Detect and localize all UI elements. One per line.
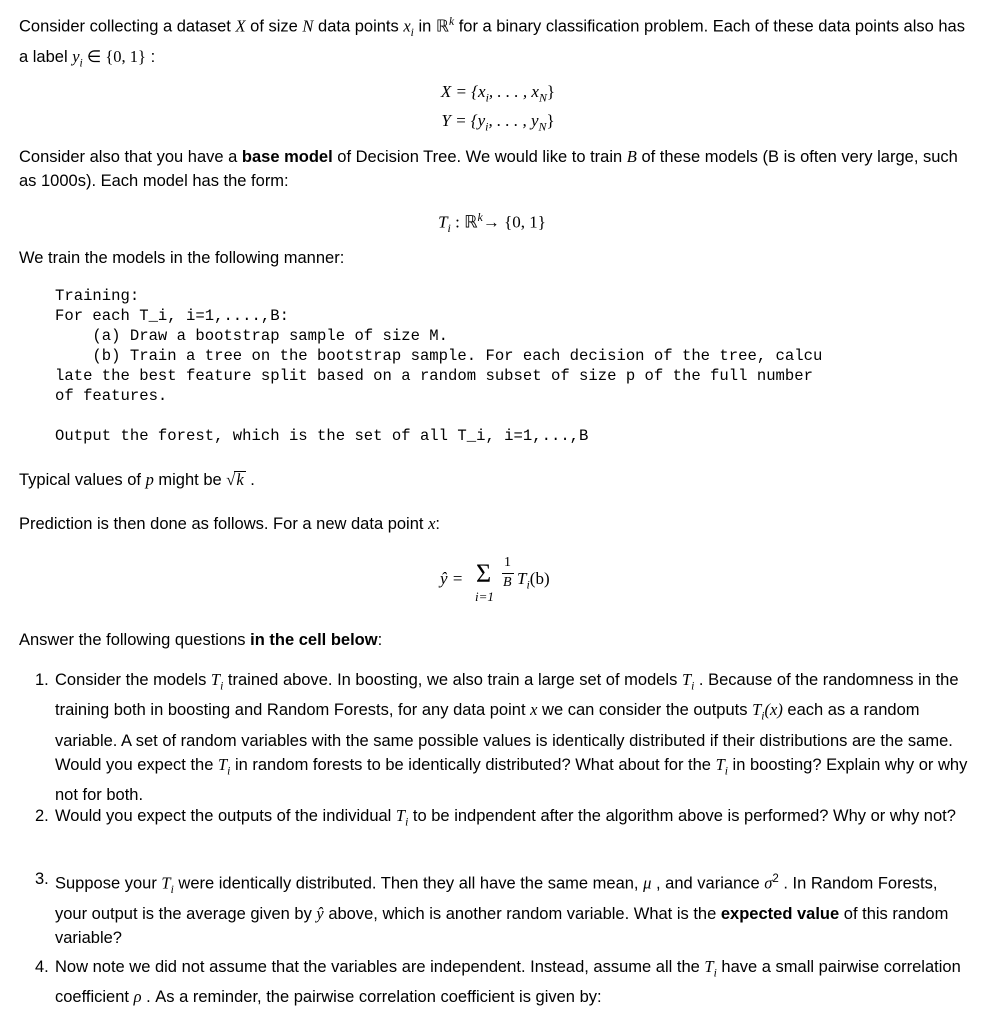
base-model-paragraph: Consider also that you have a base model of Decision Tree. We would like to train B of these models (B is often very large, such as 1000s). Each model has the form:	[19, 147, 958, 190]
answer-instructions: Answer the following questions in the cell below:	[19, 631, 383, 649]
fraction-bar	[502, 573, 514, 574]
training-pseudocode: Training: For each T_i, i=1,....,B: (a) Draw a bootstrap sample of size M. (b) Train a tree on the bootstrap sample. For each decision of the tree, calcu late the best feature split based on a random subset of size p of the full number of features. Output the forest, which is the set of all T_i, i=1,...,B	[55, 287, 823, 445]
sqrt-symbol: √	[226, 470, 236, 489]
typical-p-paragraph: Typical values of p might be √k .	[19, 470, 255, 489]
prediction-paragraph: Prediction is then done as follows. For a new data point x:	[19, 514, 440, 533]
model-form-equation: $T_i$ : ℝ$^k$→ {0, 1}	[438, 210, 546, 236]
dataset-equation: $X = \{x_i$, . . . , $x_N$} $Y = \{y_i$, . . . , $y_N$}	[440, 82, 556, 134]
intro-paragraph: Consider collecting a dataset X of size N data points $x_i$ in ℝ$^k$ for a binary classification problem. Each of these data points also has a label $y_i$ ∈ {0, 1} :	[19, 16, 965, 70]
training-intro: We train the models in the following manner:	[19, 249, 345, 267]
prediction-equation: ŷ = Σ i=1 1 B $T_i(b)$	[440, 555, 550, 604]
